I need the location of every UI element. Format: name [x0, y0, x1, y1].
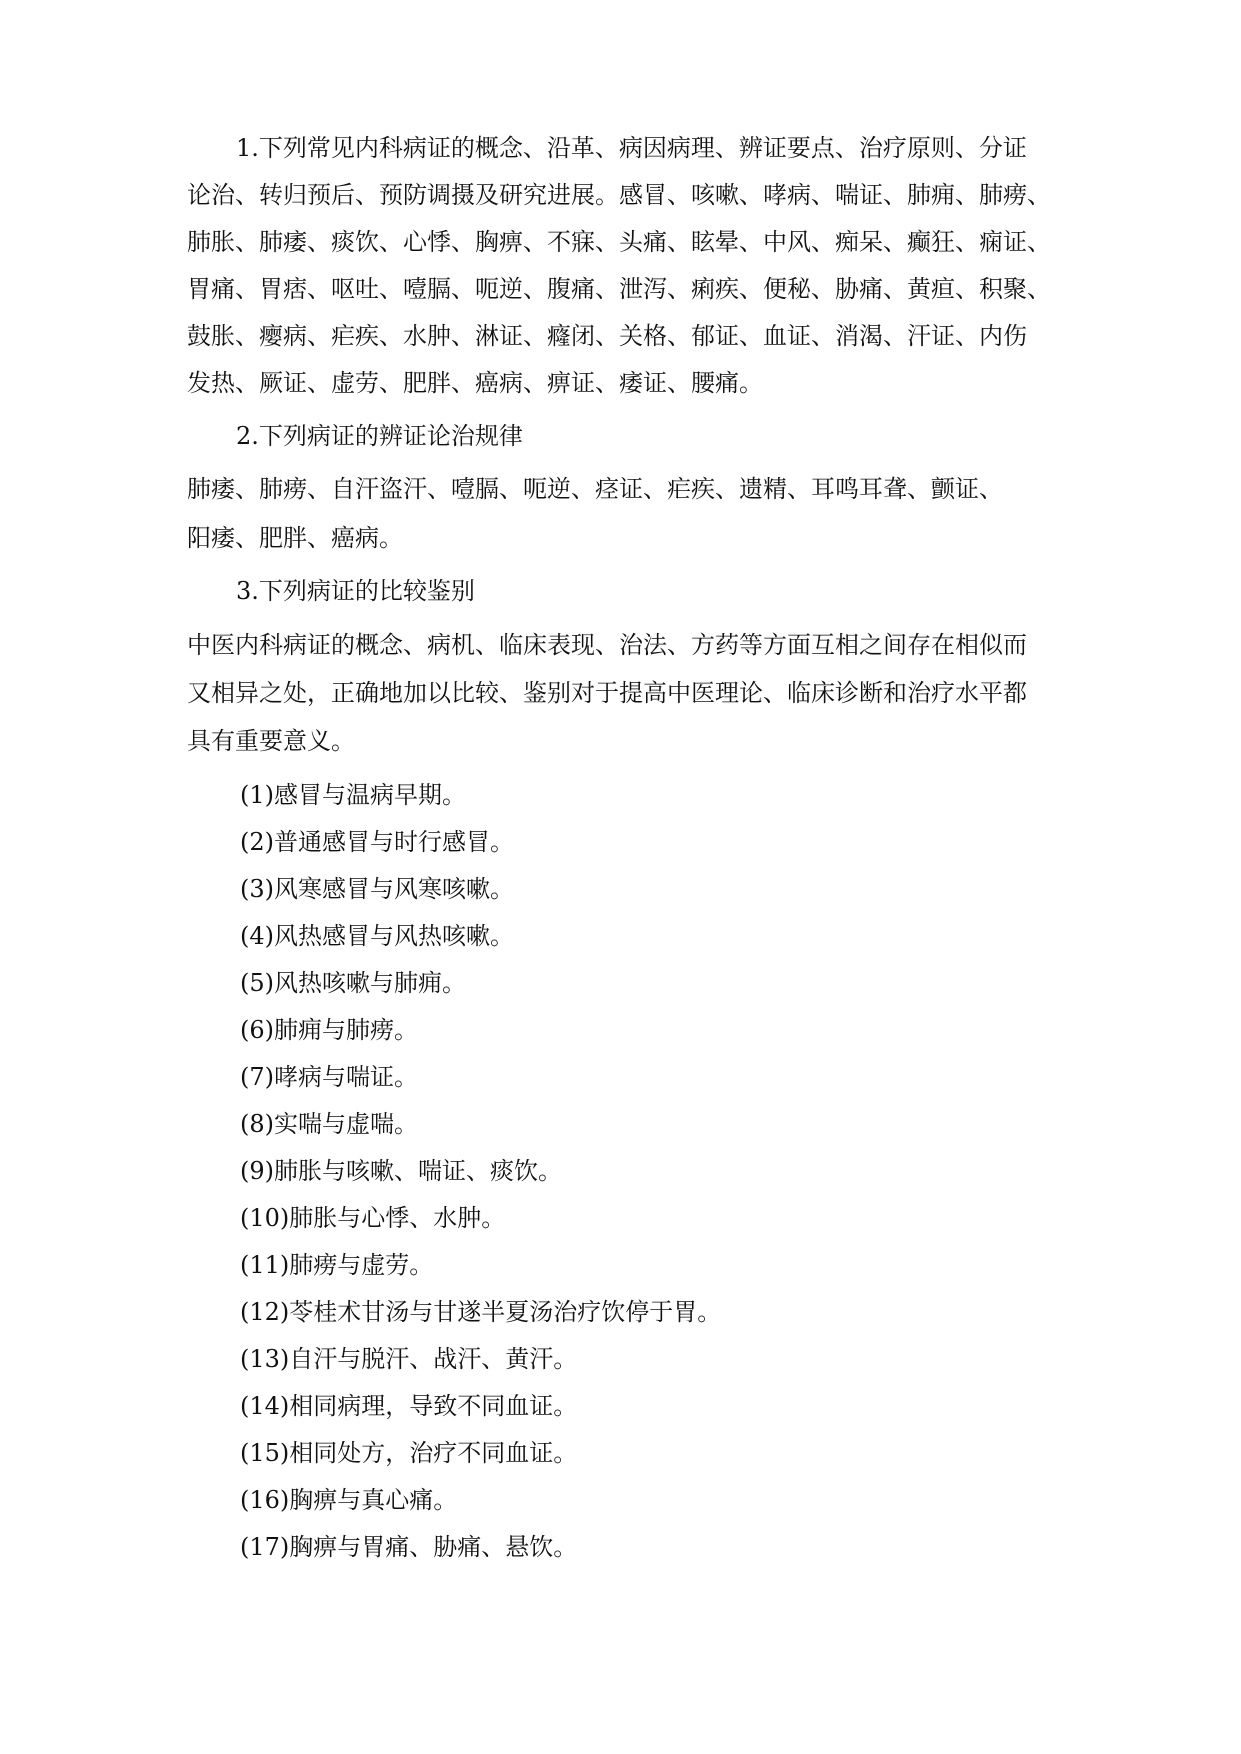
- section3-line-1: 中医内科病证的概念、病机、临床表现、治法、方药等方面互相之间存在相似而: [187, 631, 1027, 659]
- list-item: (7)哮病与喘证。: [240, 1063, 418, 1091]
- list-item: (17)胸痹与胃痛、胁痛、悬饮。: [240, 1533, 578, 1561]
- section1-line-2: 论治、转归预后、预防调摄及研究进展。感冒、咳嗽、哮病、喘证、肺痈、肺痨、: [187, 181, 1051, 209]
- list-item: (14)相同病理，导致不同血证。: [240, 1392, 578, 1420]
- list-item: (5)风热咳嗽与肺痈。: [240, 969, 466, 997]
- list-item: (3)风寒感冒与风寒咳嗽。: [240, 875, 514, 903]
- section1-line-6: 发热、厥证、虚劳、肥胖、癌病、痹证、痿证、腰痛。: [187, 369, 763, 397]
- list-item: (16)胸痹与真心痛。: [240, 1486, 458, 1514]
- list-item: (9)肺胀与咳嗽、喘证、痰饮。: [240, 1157, 562, 1185]
- section2-line-1: 肺痿、肺痨、自汗盗汗、噎膈、呃逆、痉证、疟疾、遗精、耳鸣耳聋、颤证、: [187, 475, 1003, 503]
- list-item: (2)普通感冒与时行感冒。: [240, 828, 514, 856]
- section1-line-1: 1.下列常见内科病证的概念、沿革、病因病理、辨证要点、治疗原则、分证: [236, 134, 1027, 162]
- list-item: (11)肺痨与虚劳。: [240, 1251, 434, 1279]
- list-item: (4)风热感冒与风热咳嗽。: [240, 922, 514, 950]
- section3-line-2: 又相异之处，正确地加以比较、鉴别对于提高中医理论、临床诊断和治疗水平都: [187, 679, 1027, 707]
- list-item: (15)相同处方，治疗不同血证。: [240, 1439, 578, 1467]
- list-item: (13)自汗与脱汗、战汗、黄汗。: [240, 1345, 578, 1373]
- section2-heading: 2.下列病证的辨证论治规律: [236, 422, 523, 450]
- section2-line-2: 阳痿、肥胖、癌病。: [187, 524, 403, 552]
- list-item: (1)感冒与温病早期。: [240, 781, 466, 809]
- list-item: (10)肺胀与心悸、水肿。: [240, 1204, 506, 1232]
- section1-line-3: 肺胀、肺痿、痰饮、心悸、胸痹、不寐、头痛、眩晕、中风、痴呆、癫狂、痫证、: [187, 228, 1051, 256]
- section3-heading: 3.下列病证的比较鉴别: [236, 577, 475, 605]
- list-item: (12)苓桂术甘汤与甘遂半夏汤治疗饮停于胃。: [240, 1298, 722, 1326]
- section1-line-4-visible: 胃痛、胃痞、呕吐、噎膈、呃逆、腹痛、泄泻、痢疾、便秘、胁痛、黄疸、积聚、: [187, 275, 1051, 303]
- section1-line-5: 鼓胀、瘿病、疟疾、水肿、淋证、癃闭、关格、郁证、血证、消渴、汗证、内伤: [187, 322, 1027, 350]
- list-item: (6)肺痈与肺痨。: [240, 1016, 418, 1044]
- section3-line-3: 具有重要意义。: [187, 727, 355, 755]
- list-item: (8)实喘与虚喘。: [240, 1110, 418, 1138]
